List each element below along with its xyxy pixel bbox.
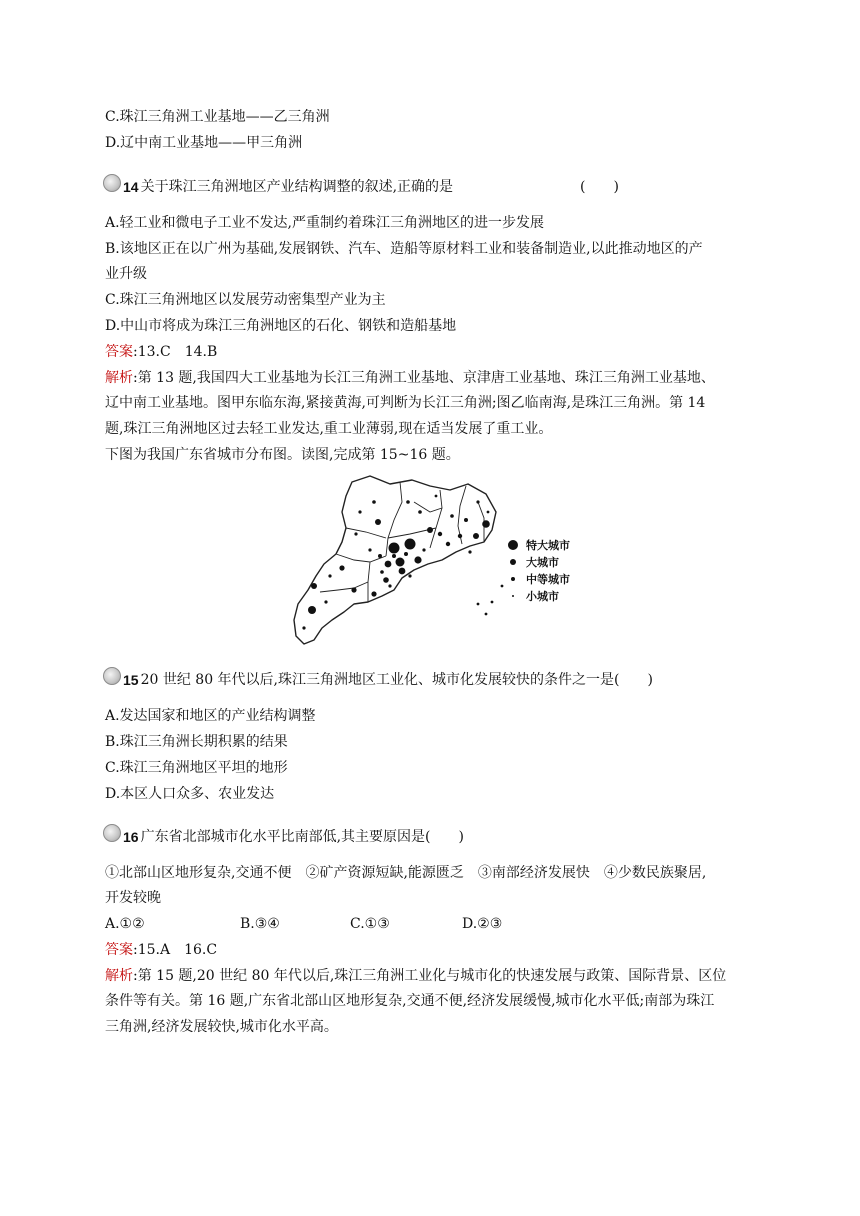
option-c-q13: C.珠江三角洲工业基地——乙三角洲: [105, 109, 330, 125]
explanation-line-3: 三角洲,经济发展较快,城市化水平高。: [105, 1019, 338, 1035]
option-d: D.中山市将成为珠江三角洲地区的石化、钢铁和造船基地: [105, 318, 457, 334]
answer-line: [105, 940, 217, 960]
question-15-stem: [103, 670, 653, 690]
province-outline: [294, 476, 496, 644]
answer-text: :13.C 14.B: [133, 344, 218, 360]
question-number: 16: [123, 829, 139, 845]
option-c: C.珠江三角洲地区以发展劳动密集型产业为主: [105, 292, 386, 308]
megacity-dot-icon: [508, 540, 518, 550]
explanation-line-1: 解析:第 15 题,20 世纪 80 年代以后,珠江三角洲工业化与城市化的快速发展与政策、国际背景、区位: [105, 968, 727, 984]
answer-paren: ( ): [580, 179, 619, 195]
question-text: 关于珠江三角洲地区产业结构调整的叙述,正确的是: [140, 179, 454, 195]
medium-city-dot-icon: [511, 577, 515, 581]
answer-line: [105, 342, 217, 362]
question-16-stem: [103, 827, 464, 847]
question-14-stem: [103, 177, 453, 197]
question-bullet-icon: [103, 174, 121, 192]
answer-paren: ( ): [614, 672, 653, 688]
explanation-label: 解析: [105, 370, 133, 386]
statements-line-1: ①北部山区地形复杂,交通不便 ②矿产资源短缺,能源匮乏 ③南部经济发展快 ④少数民族聚居,: [105, 865, 707, 881]
legend-item-megacity: 特大城市: [506, 536, 570, 553]
option-d: D.②③: [462, 916, 503, 932]
question-bullet-icon: [103, 667, 121, 685]
statements-line-2: 开发较晚: [105, 890, 161, 906]
option-a: A.发达国家和地区的产业结构调整: [105, 708, 316, 724]
question-number: 15: [123, 672, 139, 688]
option-d-q13: D.辽中南工业基地——甲三角洲: [105, 135, 303, 151]
city-dots: [302, 495, 503, 630]
option-b-continued: 业升级: [105, 266, 147, 282]
map-intro: 下图为我国广东省城市分布图。读图,完成第 15~16 题。: [105, 447, 460, 463]
legend-item-small-city: 小城市: [506, 587, 570, 604]
answer-paren: ( ): [425, 829, 464, 845]
legend-item-large-city: 大城市: [506, 553, 570, 570]
question-number: 14: [123, 179, 139, 195]
option-b: B.③④: [240, 916, 280, 932]
option-d: D.本区人口众多、农业发达: [105, 786, 275, 802]
explanation-line-3: 题,珠江三角洲地区过去轻工业发达,重工业薄弱,现在适当发展了重工业。: [105, 421, 553, 437]
legend-item-medium-city: 中等城市: [506, 570, 570, 587]
large-city-dot-icon: [510, 559, 516, 565]
question-text: 广东省北部城市化水平比南部低,其主要原因是: [140, 829, 426, 845]
option-a: A.轻工业和微电子工业不发达,严重制约着珠江三角洲地区的进一步发展: [105, 215, 545, 231]
option-a: A.①②: [105, 916, 145, 932]
explanation-line-1: 解析:第 13 题,我国四大工业基地为长江三角洲工业基地、京津唐工业基地、珠江三角洲工业基地、: [105, 370, 715, 386]
explanation-line-2: 辽中南工业基地。图甲东临东海,紧接黄海,可判断为长江三角洲;图乙临南海,是珠江三角洲。第 14: [105, 395, 706, 411]
map-legend: [506, 536, 570, 604]
guangdong-city-map: [290, 472, 510, 648]
explanation-line-2: 条件等有关。第 16 题,广东省北部山区地形复杂,交通不便,经济发展缓慢,城市化水平低;南部为珠江: [105, 993, 715, 1009]
option-b: B.珠江三角洲长期积累的结果: [105, 734, 288, 750]
small-city-dot-icon: [512, 595, 514, 597]
answer-label: 答案: [105, 942, 133, 958]
explanation-label: 解析: [105, 968, 133, 984]
question-text: 20 世纪 80 年代以后,珠江三角洲地区工业化、城市化发展较快的条件之一是: [140, 672, 615, 688]
option-c: C.①③: [350, 916, 390, 932]
option-c: C.珠江三角洲地区平坦的地形: [105, 760, 288, 776]
answer-text: :15.A 16.C: [133, 942, 218, 958]
question-bullet-icon: [103, 824, 121, 842]
option-b: B.该地区正在以广州为基础,发展钢铁、汽车、造船等原材料工业和装备制造业,以此推动地区的产: [105, 241, 703, 257]
answer-label: 答案: [105, 344, 133, 360]
